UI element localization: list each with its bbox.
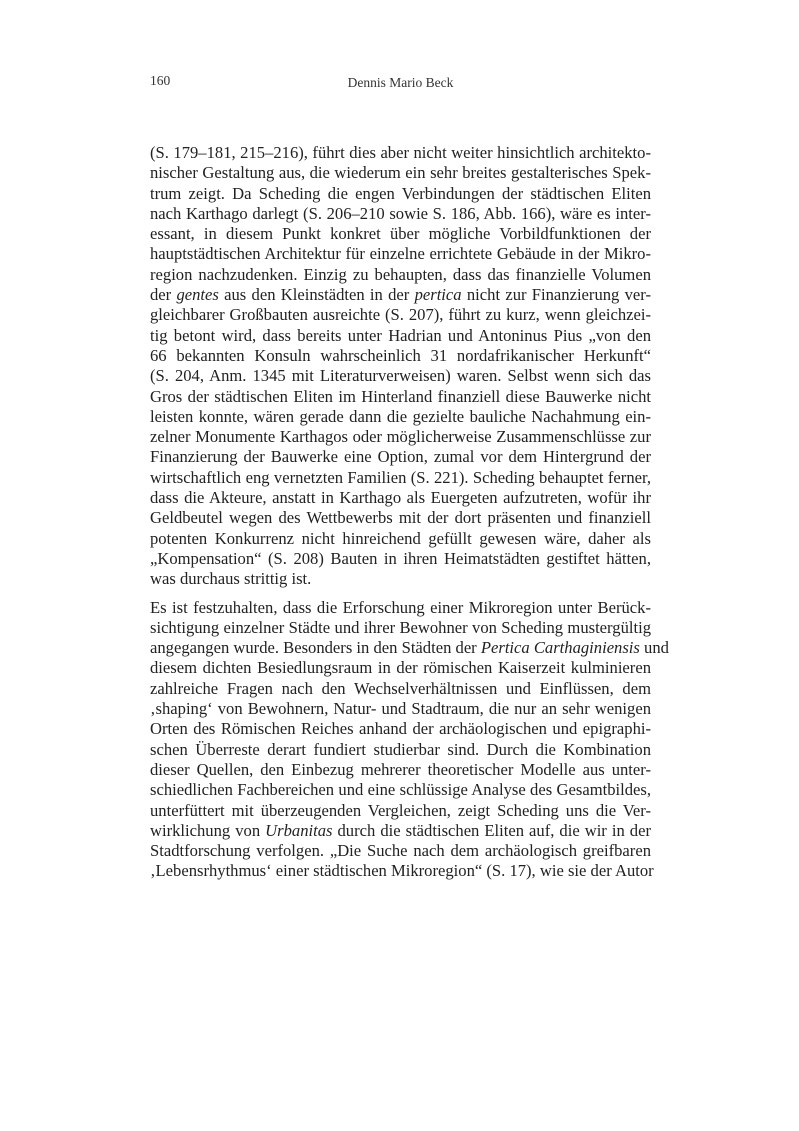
text-line: region nachzudenken. Einzig zu behaupten, dass das finanzielle Volumen — [150, 264, 651, 284]
text-line: gleichbarer Großbauten ausreichte (S. 207), führt zu kurz, wenn gleichzei- — [150, 305, 651, 325]
text-line: sichtigung einzelner Städte und ihrer Bewohner von Scheding mustergültig — [150, 617, 651, 637]
text-line: was durchaus strittig ist. — [150, 569, 312, 589]
italic-term: pertica — [414, 285, 462, 305]
text-line: trum zeigt. Da Scheding die engen Verbindungen der städtischen Eliten — [150, 183, 651, 203]
text-line: diesem dichten Besiedlungsraum in der römischen Kaiserzeit kulminieren — [150, 658, 651, 678]
text-line: Stadtforschung verfolgen. „Die Suche nach dem archäologisch greifbaren — [150, 841, 651, 861]
text-line: „Kompensation“ (S. 208) Bauten in ihren Heimatstädten gestiftet hätten, — [150, 548, 651, 568]
body-text — [150, 143, 669, 882]
text-line: Geldbeutel wegen des Wettbewerbs mit der dort präsenten und finanziell — [150, 508, 651, 528]
italic-term: Pertica Carthaginiensis — [480, 638, 640, 658]
text-line: zelner Monumente Karthagos oder möglicherweise Zusammenschlüsse zur — [150, 427, 651, 447]
italic-term: gentes — [176, 285, 219, 305]
text-line: nischer Gestaltung aus, die wiederum ein sehr breites gestalterisches Spek- — [150, 163, 651, 183]
text-line: nach Karthago darlegt (S. 206–210 sowie S. 186, Abb. 166), wäre es inter- — [150, 203, 651, 223]
text-line: Es ist festzuhalten, dass die Erforschung einer Mikroregion unter Berück- — [150, 597, 651, 617]
text-line: schiedlichen Fachbereichen und eine schlüssige Analyse des Gesamtbildes, — [150, 780, 651, 800]
text-line: wirklichung von Urbanitas durch die städtischen Eliten auf, die wir in der — [150, 820, 651, 840]
running-head-author: Dennis Mario Beck — [347, 75, 454, 90]
text-line: angegangen wurde. Besonders in den Städten der Pertica Carthaginiensis und — [150, 638, 669, 658]
text-line: Finanzierung der Bauwerke eine Option, zumal vor dem Hintergrund der — [150, 447, 651, 467]
text-line: tig betont wird, dass bereits unter Hadrian und Antoninus Pius „von den — [150, 325, 651, 345]
text-line: zahlreiche Fragen nach den Wechselverhältnissen und Einflüssen, dem — [150, 678, 651, 698]
text-line: wirtschaftlich eng vernetzten Familien (S. 221). Scheding behauptet ferner, — [150, 467, 651, 487]
text-line: unterfüttert mit überzeugenden Vergleichen, zeigt Scheding uns die Ver- — [150, 800, 651, 820]
text-line: dieser Quellen, den Einbezug mehrerer theoretischer Modelle aus unter- — [150, 759, 651, 779]
text-line: schen Überreste derart fundiert studierbar sind. Durch die Kombination — [150, 739, 651, 759]
page-header — [150, 73, 651, 93]
italic-term: Urbanitas — [265, 820, 333, 840]
text-line: Gros der städtischen Eliten im Hinterland finanziell diese Bauwerke nicht — [150, 386, 651, 406]
paragraph-2 — [150, 597, 669, 882]
text-line: potenten Konkurrenz nicht hinreichend gefüllt gewesen wäre, daher als — [150, 528, 651, 548]
text-line: ‚Lebensrhythmus‘ einer städtischen Mikroregion“ (S. 17), wie sie der Autor — [150, 861, 654, 881]
text-line: Orten des Römischen Reiches anhand der archäologischen und epigraphi- — [150, 719, 651, 739]
page-number: 160 — [150, 73, 171, 88]
text-line: hauptstädtischen Architektur für einzelne errichtete Gebäude in der Mikro- — [150, 244, 651, 264]
text-line: dass die Akteure, anstatt in Karthago als Euergeten aufzutreten, wofür ihr — [150, 488, 651, 508]
paragraph-1 — [150, 143, 651, 590]
text-line: leisten konnte, wären gerade dann die gezielte bauliche Nachahmung ein- — [150, 406, 651, 426]
text-line: (S. 179–181, 215–216), führt dies aber nicht weiter hinsichtlich architekto- — [150, 143, 651, 162]
text-line: ‚shaping‘ von Bewohnern, Natur- und Stadtraum, die nur an sehr wenigen — [150, 699, 651, 719]
text-line: (S. 204, Anm. 1345 mit Literaturverweisen) waren. Selbst wenn sich das — [150, 366, 651, 386]
text-line: 66 bekannten Konsuln wahrscheinlich 31 nordafrikanischer Herkunft“ — [150, 345, 651, 365]
text-line: der gentes aus den Kleinstädten in der pertica nicht zur Finanzierung ver- — [150, 285, 651, 305]
text-line: essant, in diesem Punkt konkret über mögliche Vorbildfunktionen der — [150, 224, 651, 244]
